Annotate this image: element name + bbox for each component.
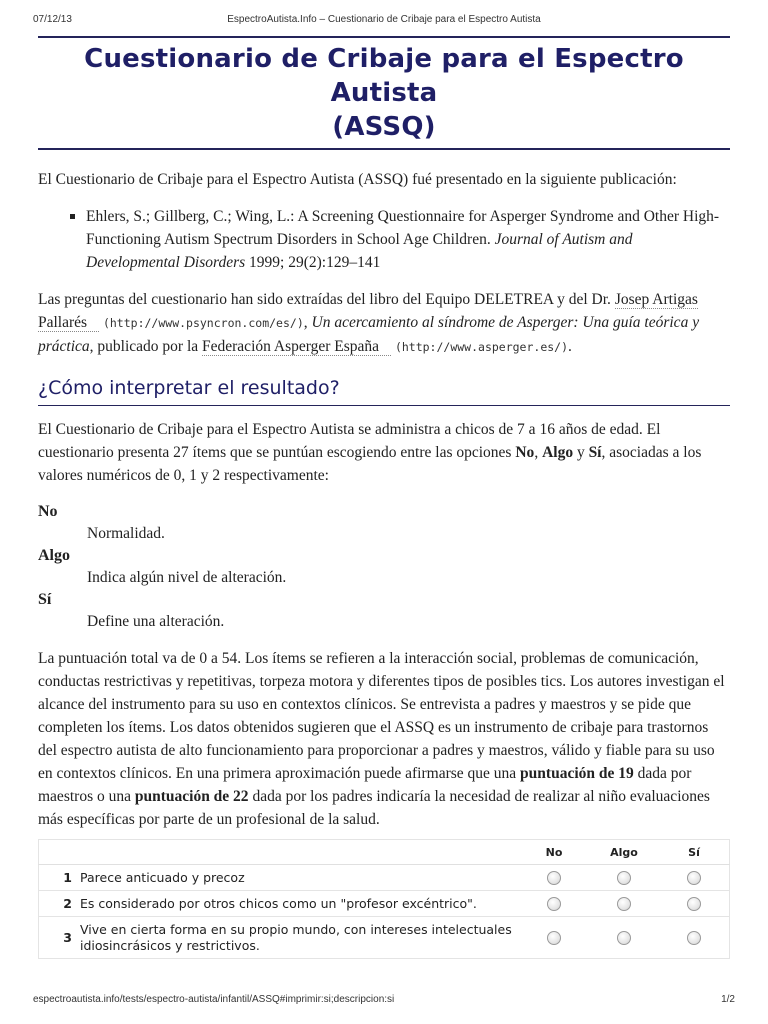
section-heading: ¿Cómo interpretar el resultado? (38, 375, 730, 406)
reference-list (38, 205, 730, 274)
table-row (39, 865, 730, 891)
publisher-link[interactable]: Federación Asperger España (202, 338, 391, 356)
reference-authors-title: Ehlers, S.; Gillberg, C.; Wing, L.: A Screening Questionnaire for Asperger Syndrome and Other High-Functioning Autism Spectrum Disorders in School Age Children. (86, 208, 720, 248)
definition-term: No (38, 503, 58, 520)
score-text3: dada por los padres indicaría la necesidad de realizar al niño evaluaciones más específicas por parte de un profesional de la salud. (38, 788, 710, 828)
publisher-url: (http://www.asperger.es/) (394, 340, 569, 354)
interpret-y: y (576, 444, 585, 461)
page-title-line1: Cuestionario de Cribaje para el Espectro Autista (84, 44, 684, 108)
score-paragraph (38, 647, 730, 831)
radio-algo[interactable] (617, 897, 631, 911)
interpret-comma: , (534, 444, 539, 461)
interpret-pre: El Cuestionario de Cribaje para el Espectro Autista se administra a chicos de 7 a 16 años de edad. El cuestionario presenta 27 ítems que se puntúan escogiendo entre las opciones (38, 421, 661, 461)
question-text: Es considerado por otros chicos como un "profesor excéntrico". (78, 891, 519, 917)
table-row (39, 891, 730, 917)
reference-journal: Journal of Autism and Developmental Disorders (86, 231, 633, 271)
print-url: espectroautista.info/tests/espectro-autista/infantil/ASSQ#imprimir:si;descripcion:si (33, 994, 395, 1005)
interpret-post: , asociadas a los valores numéricos de 0, 1 y 2 respectivamente: (38, 444, 702, 484)
score-text2: dada por maestros o una (38, 765, 692, 805)
option-algo: Algo (542, 444, 574, 461)
header-algo: Algo (589, 840, 659, 865)
title-bottom-rule (38, 148, 730, 150)
page-title-line2: (ASSQ) (332, 112, 436, 142)
reference-item (86, 205, 730, 274)
radio-si[interactable] (687, 931, 701, 945)
header-no: No (519, 840, 589, 865)
definition-desc: Indica algún nivel de alteración. (87, 569, 287, 586)
option-no: No (515, 444, 535, 461)
source-paragraph (38, 288, 730, 359)
radio-algo[interactable] (617, 871, 631, 885)
print-page-number: 1/2 (721, 994, 735, 1005)
definition-list (38, 501, 730, 633)
table-header-row (39, 840, 730, 865)
definition-desc: Normalidad. (87, 525, 165, 542)
option-si: Sí (588, 444, 602, 461)
page-title (38, 38, 730, 148)
author-link[interactable]: Josep Artigas Pallarés (38, 291, 698, 331)
book-title: Un acercamiento al síndrome de Asperger: Una guía teórica y práctica (38, 314, 700, 355)
print-document-title: EspectroAutista.Info – Cuestionario de Cribaje para el Espectro Autista (227, 14, 541, 25)
radio-no[interactable] (547, 931, 561, 945)
question-number: 3 (39, 917, 79, 959)
radio-no[interactable] (547, 897, 561, 911)
score-text1: La puntuación total va de 0 a 54. Los ítems se refieren a la interacción social, problemas de comunicación, conductas restrictivas y repetitivas, torpeza motora y diferentes tipos de posibles tics. Los autores investigan el alcance del instrumento para su uso en contextos clínicos. Se entrevista a padres y maestros y se pide que completen los ítems. Los datos obtenidos sugieren que el ASSQ es un instrumento de cribaje para trastornos del espectro autista de alto funcionamiento para proporcionar a padres y maestros, válido y fiable para su uso en contextos clínicos. En una primera aproximación puede afirmarse que una (38, 650, 725, 782)
page-content (38, 36, 730, 959)
source-sep: , (303, 314, 312, 331)
question-text: Parece anticuado y precoz (78, 865, 519, 891)
reference-details: 1999; 29(2):129–141 (249, 254, 381, 271)
definition-term: Algo (38, 547, 70, 564)
radio-no[interactable] (547, 871, 561, 885)
radio-si[interactable] (687, 871, 701, 885)
definition-term: Sí (38, 591, 52, 608)
source-text1: Las preguntas del cuestionario han sido extraídas del libro del Equipo DELETREA y del Dr. (38, 291, 611, 308)
header-si: Sí (659, 840, 730, 865)
score-bold2: puntuación de 22 (134, 788, 249, 805)
header-num (39, 840, 79, 865)
source-end: . (568, 338, 572, 355)
questionnaire-table (38, 839, 730, 959)
radio-si[interactable] (687, 897, 701, 911)
question-number: 2 (39, 891, 79, 917)
author-url: (http://www.psyncron.com/es/) (102, 316, 304, 330)
question-number: 1 (39, 865, 79, 891)
table-row (39, 917, 730, 959)
radio-algo[interactable] (617, 931, 631, 945)
print-date: 07/12/13 (33, 14, 72, 25)
header-question (78, 840, 519, 865)
source-text2: , publicado por la (89, 338, 199, 355)
definition-desc: Define una alteración. (87, 613, 225, 630)
intro-paragraph: El Cuestionario de Cribaje para el Espectro Autista (ASSQ) fué presentado en la siguiente publicación: (38, 171, 677, 188)
interpret-paragraph (38, 418, 730, 487)
score-bold1: puntuación de 19 (520, 765, 634, 782)
question-text: Vive en cierta forma en su propio mundo, con intereses intelectuales idiosincrásicos y restrictivos. (78, 917, 519, 959)
